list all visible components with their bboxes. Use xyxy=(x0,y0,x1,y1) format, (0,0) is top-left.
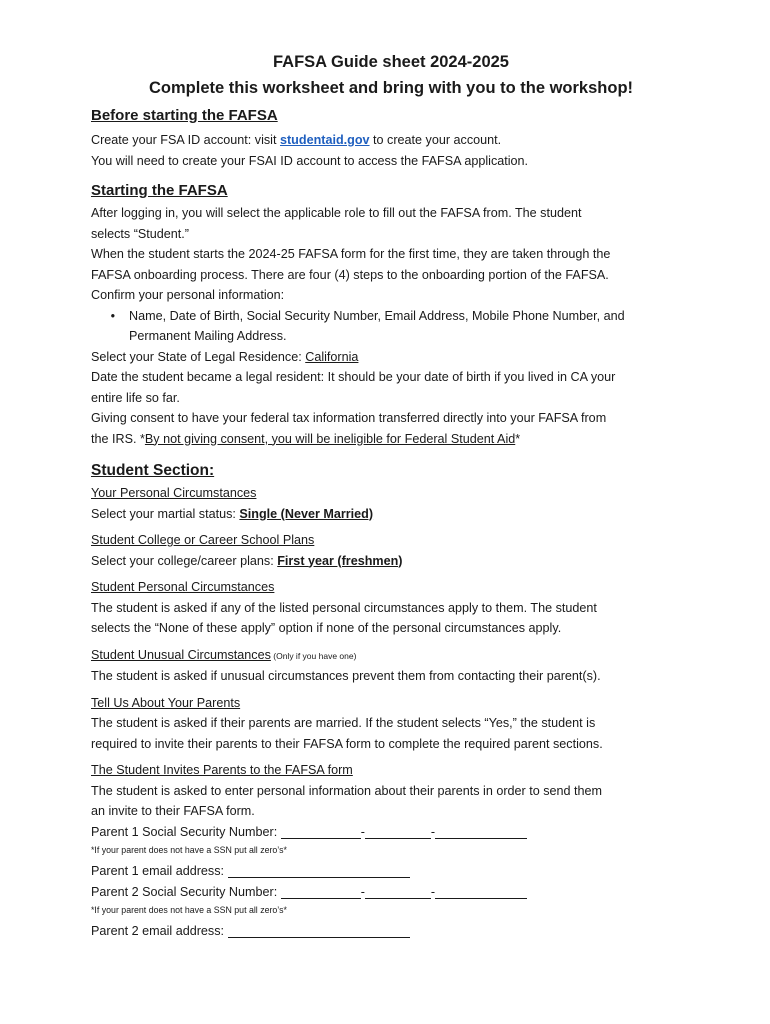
bullet-icon: • xyxy=(110,308,115,323)
parent2-ssn-field-2[interactable] xyxy=(365,884,431,899)
college-plans-title: Student College or Career School Plans xyxy=(91,533,315,547)
invite-title: The Student Invites Parents to the FAFSA form xyxy=(91,763,353,777)
parent1-ssn-field-1[interactable] xyxy=(281,824,361,839)
college-value: First year (freshmen) xyxy=(277,553,403,568)
spc-line: selects the “None of these apply” option if none of the personal circumstances apply. xyxy=(91,621,562,635)
starting-para-line: Confirm your personal information: xyxy=(91,288,285,302)
ssn-note: *If your parent does not have a SSN put all zero’s* xyxy=(91,845,287,855)
parent1-ssn-field-3[interactable] xyxy=(435,824,527,839)
state-line: Select your State of Legal Residence: California xyxy=(91,349,359,364)
consent-line: the IRS. *By not giving consent, you will be ineligible for Federal Student Aid* xyxy=(91,431,521,446)
unusual-title: Student Unusual Circumstances xyxy=(91,647,271,662)
studentaid-link[interactable]: studentaid.gov xyxy=(279,133,370,147)
spc-title: Student Personal Circumstances xyxy=(91,580,275,594)
unusual-line: The student is asked if unusual circumstances prevent them from contacting their parent(s). xyxy=(91,669,601,683)
fsa-id-line: Create your FSA ID account: visit studentaid.gov to create your account. xyxy=(91,133,502,147)
list-item: • Name, Date of Birth, Social Security Number, Email Address, Mobile Phone Number, and Permanent Mailing Address. xyxy=(91,306,691,347)
parent1-ssn-row: Parent 1 Social Security Number: - - xyxy=(91,822,691,843)
resident-line: entire life so far. xyxy=(91,390,180,405)
before-heading: Before starting the FAFSA xyxy=(91,107,278,124)
invite-line: an invite to their FAFSA form. xyxy=(91,804,255,818)
parent2-ssn-row: Parent 2 Social Security Number: - - xyxy=(91,882,691,903)
parent1-email-field[interactable] xyxy=(228,863,410,878)
parent1-email-row: Parent 1 email address: xyxy=(91,861,691,882)
spc-line: The student is asked if any of the listed personal circumstances apply to them. The student xyxy=(91,600,597,615)
college-line: Select your college/career plans: First year (freshmen) xyxy=(91,553,403,568)
state-value: California xyxy=(305,349,359,364)
starting-para-line: When the student starts the 2024-25 FAFSA form for the first time, they are taken through the xyxy=(91,247,611,261)
document-page xyxy=(91,48,691,942)
parent2-ssn-field-1[interactable] xyxy=(281,884,361,899)
starting-para-line: FAFSA onboarding process. There are four (4) steps to the onboarding portion of the FAFSA. xyxy=(91,267,609,282)
unusual-note: (Only if you have one) xyxy=(270,650,357,661)
parent2-ssn-field-3[interactable] xyxy=(435,884,527,899)
parents-line: required to invite their parents to their FAFSA form to complete the required parent sections. xyxy=(91,736,603,751)
marital-line: Select your martial status: Single (Never Married) xyxy=(91,506,374,521)
page-title: FAFSA Guide sheet 2024-2025 xyxy=(273,53,509,71)
consent-line: Giving consent to have your federal tax information transferred directly into your FAFSA from xyxy=(91,411,607,425)
student-heading: Student Section: xyxy=(91,462,215,479)
parent1-ssn-field-2[interactable] xyxy=(365,824,431,839)
parents-title: Tell Us About Your Parents xyxy=(91,695,241,710)
marital-value: Single (Never Married) xyxy=(239,506,374,521)
consent-warning: By not giving consent, you will be ineligible for Federal Student Aid xyxy=(144,431,516,446)
fsa-id-note: You will need to create your FSAI ID account to access the FAFSA application. xyxy=(91,153,529,168)
parent2-email-field[interactable] xyxy=(228,923,410,938)
starting-para-line: After logging in, you will select the applicable role to fill out the FAFSA from. The student xyxy=(91,206,582,220)
ssn-note: *If your parent does not have a SSN put all zero’s* xyxy=(91,905,287,915)
starting-heading: Starting the FAFSA xyxy=(91,182,228,199)
unusual-title-line xyxy=(91,645,691,667)
invite-line: The student is asked to enter personal information about their parents in order to send them xyxy=(91,783,603,798)
parents-line: The student is asked if their parents are married. If the student selects “Yes,” the student is xyxy=(91,716,596,730)
starting-para-line: selects “Student.” xyxy=(91,226,189,241)
resident-line: Date the student became a legal resident: It should be your date of birth if you lived in CA your xyxy=(91,370,616,384)
page-subtitle: Complete this worksheet and bring with you to the workshop! xyxy=(148,79,634,97)
personal-circumstances-title: Your Personal Circumstances xyxy=(91,486,257,500)
parent2-email-row: Parent 2 email address: xyxy=(91,921,691,942)
